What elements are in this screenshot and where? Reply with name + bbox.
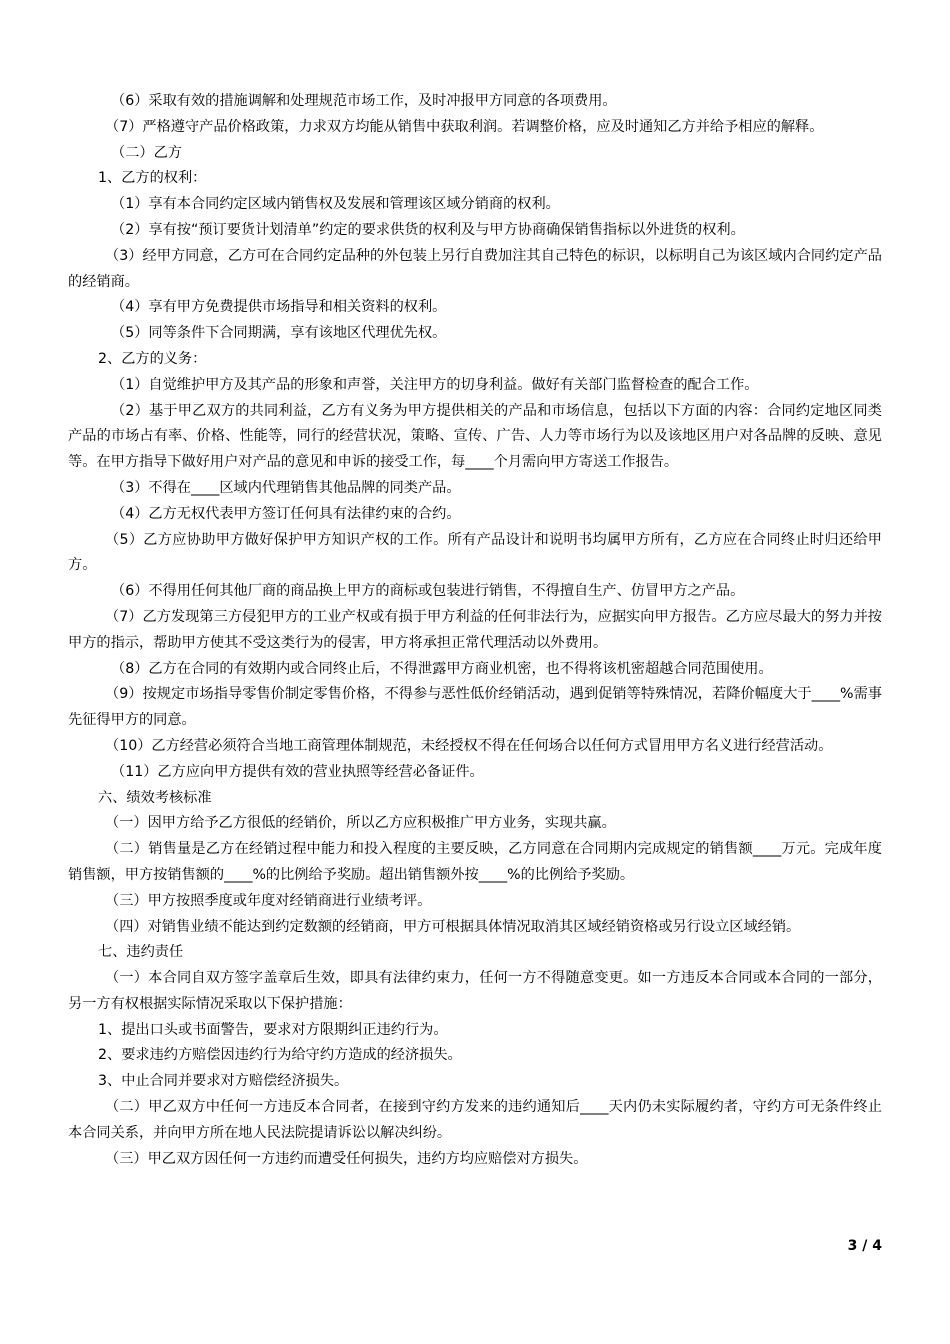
- section-heading: 六、绩效考核标准: [98, 789, 212, 806]
- paragraph: （3）不得在____区域内代理销售其他品牌的同类产品。: [111, 479, 461, 496]
- paragraph: （4）乙方无权代表甲方签订任何具有法律约束的合约。: [111, 505, 461, 522]
- list-item: 3、中止合同并要求对方赔偿经济损失。: [98, 1073, 349, 1090]
- paragraph: （一）因甲方给予乙方很低的经销价，所以乙方应积极推广甲方业务，实现共赢。: [105, 815, 616, 832]
- paragraph: （3）经甲方同意，乙方可在合同约定品种的外包装上另行自费加注其自己特色的标识，以标明自己为该区域内合同约定产品的经销商。: [68, 247, 882, 290]
- paragraph: （1）自觉维护甲方及其产品的形象和声誉，关注甲方的切身利益。做好有关部门监督检查的配合工作。: [111, 376, 759, 393]
- paragraph: （11）乙方应向甲方提供有效的营业执照等经营必备证件。: [111, 763, 484, 780]
- subsection-heading: 1、乙方的权利：: [98, 170, 207, 187]
- list-item: 2、要求违约方赔偿因违约行为给守约方造成的经济损失。: [98, 1047, 462, 1064]
- subsection-heading: 2、乙方的义务：: [98, 350, 207, 367]
- list-item: 1、提出口头或书面警告，要求对方限期纠正违约行为。: [98, 1021, 448, 1038]
- paragraph: （4）享有甲方免费提供市场指导和相关资料的权利。: [111, 299, 447, 316]
- page-number: 3 / 4: [847, 1238, 882, 1254]
- paragraph: （1）享有本合同约定区域内销售权及发展和管理该区域分销商的权利。: [111, 196, 560, 213]
- paragraph: （二）甲乙双方中任何一方违反本合同者，在接到守约方发来的违约通知后____天内仍未实际履约者，守约方可无条件终止本合同关系，并向甲方所在地人民法院提请诉讼以解决纠纷。: [68, 1099, 882, 1141]
- document-body: [68, 89, 882, 1172]
- paragraph: （7）乙方发现第三方侵犯甲方的工业产权或有损于甲方利益的任何非法行为，应据实向甲方报告。乙方应尽最大的努力并按甲方的指示，帮助甲方使其不受这类行为的侵害，甲方将承担正常代理活动以外费用。: [68, 608, 882, 651]
- paragraph: （9）按规定市场指导零售价制定零售价格，不得参与恶性低价经销活动，遇到促销等特殊情况，若降价幅度大于____%需事先征得甲方的同意。: [68, 686, 882, 729]
- paragraph: （三）甲方按照季度或年度对经销商进行业绩考评。: [105, 892, 432, 909]
- paragraph: （6）不得用任何其他厂商的商品换上甲方的商标或包装进行销售，不得擅自生产、仿冒甲方之产品。: [111, 583, 745, 600]
- paragraph: （2）享有按“预订要货计划清单”约定的要求供货的权利及与甲方协商确保销售指标以外进货的权利。: [111, 221, 745, 238]
- paragraph: （7）严格遵守产品价格政策，力求双方均能从销售中获取利润。若调整价格，应及时通知乙方并给予相应的解释。: [105, 118, 824, 135]
- paragraph: （5）同等条件下合同期满，享有该地区代理优先权。: [111, 325, 447, 342]
- paragraph: （5）乙方应协助甲方做好保护甲方知识产权的工作。所有产品设计和说明书均属甲方所有，乙方应在合同终止时归还给甲方。: [68, 531, 882, 574]
- paragraph: （四）对销售业绩不能达到约定数额的经销商，甲方可根据具体情况取消其区域经销资格或另行设立区域经销。: [105, 918, 801, 935]
- section-heading: 七、违约责任: [98, 944, 184, 961]
- paragraph: （8）乙方在合同的有效期内或合同终止后，不得泄露甲方商业机密，也不得将该机密超越合同范围使用。: [111, 660, 773, 677]
- paragraph: （6）采取有效的措施调解和处理规范市场工作，及时冲报甲方同意的各项费用。: [111, 93, 617, 109]
- paragraph: （2）基于甲乙双方的共同利益，乙方有义务为甲方提供相关的产品和市场信息，包括以下方面的内容：合同约定地区同类产品的市场占有率、价格、性能等，同行的经营状况，策略、宣传、广告、人力等市场行为以及该地区用户对各品牌的反映、意见等。在甲方指导下做好用户对产品的意见和申诉的接受工作，每____个月需向甲方寄送工作报告。: [68, 402, 882, 471]
- section-heading: （二）乙方: [111, 144, 182, 161]
- paragraph: （一）本合同自双方签字盖章后生效，即具有法律约束力，任何一方不得随意变更。如一方违反本合同或本合同的一部分，另一方有权根据实际情况采取以下保护措施：: [68, 970, 882, 1012]
- paragraph: （10）乙方经营必须符合当地工商管理体制规范，未经授权不得在任何场合以任何方式冒用甲方名义进行经营活动。: [105, 737, 833, 754]
- paragraph: （二）销售量是乙方在经销过程中能力和投入程度的主要反映，乙方同意在合同期内完成规定的销售额____万元。完成年度销售额，甲方按销售额的____%的比例给予奖励。超出销售额外按____%的比例给予奖励。: [68, 841, 882, 883]
- paragraph: （三）甲乙双方因任何一方违约而遭受任何损失，违约方均应赔偿对方损失。: [105, 1150, 588, 1167]
